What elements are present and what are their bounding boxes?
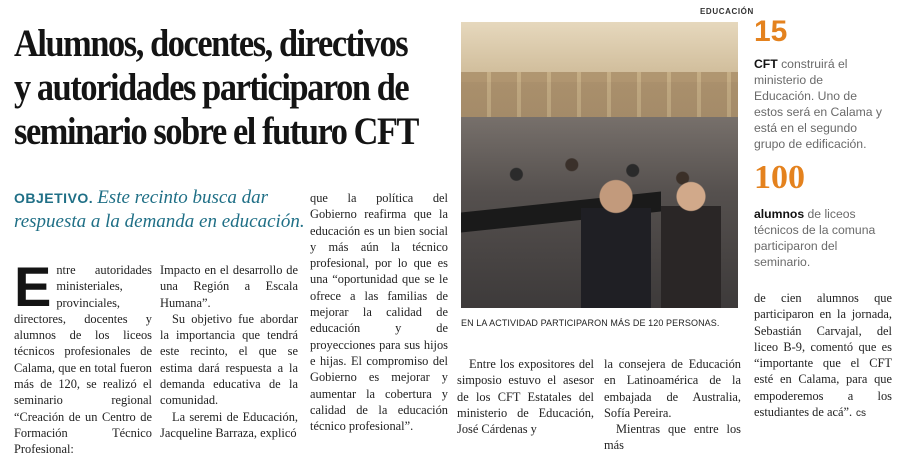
body-col2-p3: La seremi de Educación, Jacqueline Barraza, explicó (160, 409, 298, 440)
photo-person-man (581, 172, 651, 308)
headline-line-1: Alumnos, docentes, directivos (14, 22, 408, 65)
body-col2-p1: Impacto en el desarrollo de una Región a Escala Humana”. (160, 263, 298, 310)
body-col1-text: ntre autoridades ministeriales, provinciales, directores, docentes y alumnos de los liceos técnicos profesionales de Calama, que en total fueron más de 120, se realizó el seminario regional “Creación de un Centro de Formación Técnico Profesional: (14, 263, 152, 457)
body-col5-p1: la consejera de Educación en Latinoamérica de la embajada de Australia, Sofía Pereira. (604, 357, 741, 420)
dropcap: E (14, 255, 52, 318)
body-column-1 (14, 255, 152, 458)
subhead (14, 186, 344, 233)
photo-person-woman (661, 172, 721, 308)
body-col2-p2: Su objetivo fue abordar la importancia que tendrá este recinto, el que se estima dará respuesta a la demanda educativa de la comunidad. (160, 311, 298, 408)
body-col4-text: Entre los expositores del simposio estuvo el asesor de los CFT Estatales del ministerio de Educación, José Cárdenas y (457, 357, 594, 437)
end-mark: cs (856, 408, 867, 420)
body-column-2 (160, 262, 298, 441)
seminar-photo (461, 22, 738, 308)
body-col5-p2: Mientras que entre los más (604, 422, 741, 453)
stat-body-alumnos: de liceos técnicos de la comuna participaron del seminario. (754, 207, 876, 269)
body-column-5 (604, 356, 741, 454)
stat-text-cft (754, 56, 884, 152)
body-column-6 (754, 290, 892, 422)
photo-wall (461, 72, 738, 122)
body-column-4 (457, 356, 594, 437)
stat-body-cft: construirá el ministerio de Educación. Uno de estos será en Calama y está en el segundo grupo de edificación. (754, 57, 883, 151)
headline-line-3: seminario sobre el futuro CFT (14, 110, 419, 153)
stat-bold-cft: CFT (754, 57, 778, 71)
subhead-text: Este recinto busca dar respuesta a la demanda en educación. (14, 187, 305, 232)
stat-number-100: 100 (754, 159, 805, 196)
body-col6-content: de cien alumnos que participaron en la jornada, Sebastián Carvajal, del liceo B-9, comentó que es “importante que el CFT esté en Calama, para que empoderemos a los estudiantes de acá”. (754, 291, 892, 420)
body-col3-text: que la política del Gobierno reafirma que la educación es un bien social y más aún la técnico profesional, por lo que es una “oportunidad que se le ofrece a las familias de mejorar la calidad de educación y de proyecciones para sus hijos e hijas. El compromiso del Gobierno es mejorar y aumentar la cobertura y calidad de la educación técnico profesional”. (310, 191, 448, 434)
subhead-tag: OBJETIVO. (14, 190, 94, 206)
stat-bold-alumnos: alumnos (754, 207, 805, 221)
stat-number-15: 15 (754, 15, 788, 48)
stat-text-alumnos (754, 206, 884, 270)
body-column-3 (310, 190, 448, 434)
headline-line-2: y autoridades participaron de (14, 66, 409, 109)
section-tag: EDUCACIÓN (700, 7, 754, 16)
body-col6-text (754, 290, 892, 422)
photo-caption: EN LA ACTIVIDAD PARTICIPARON MÁS DE 120 PERSONAS. (461, 318, 720, 328)
headline (14, 22, 419, 154)
